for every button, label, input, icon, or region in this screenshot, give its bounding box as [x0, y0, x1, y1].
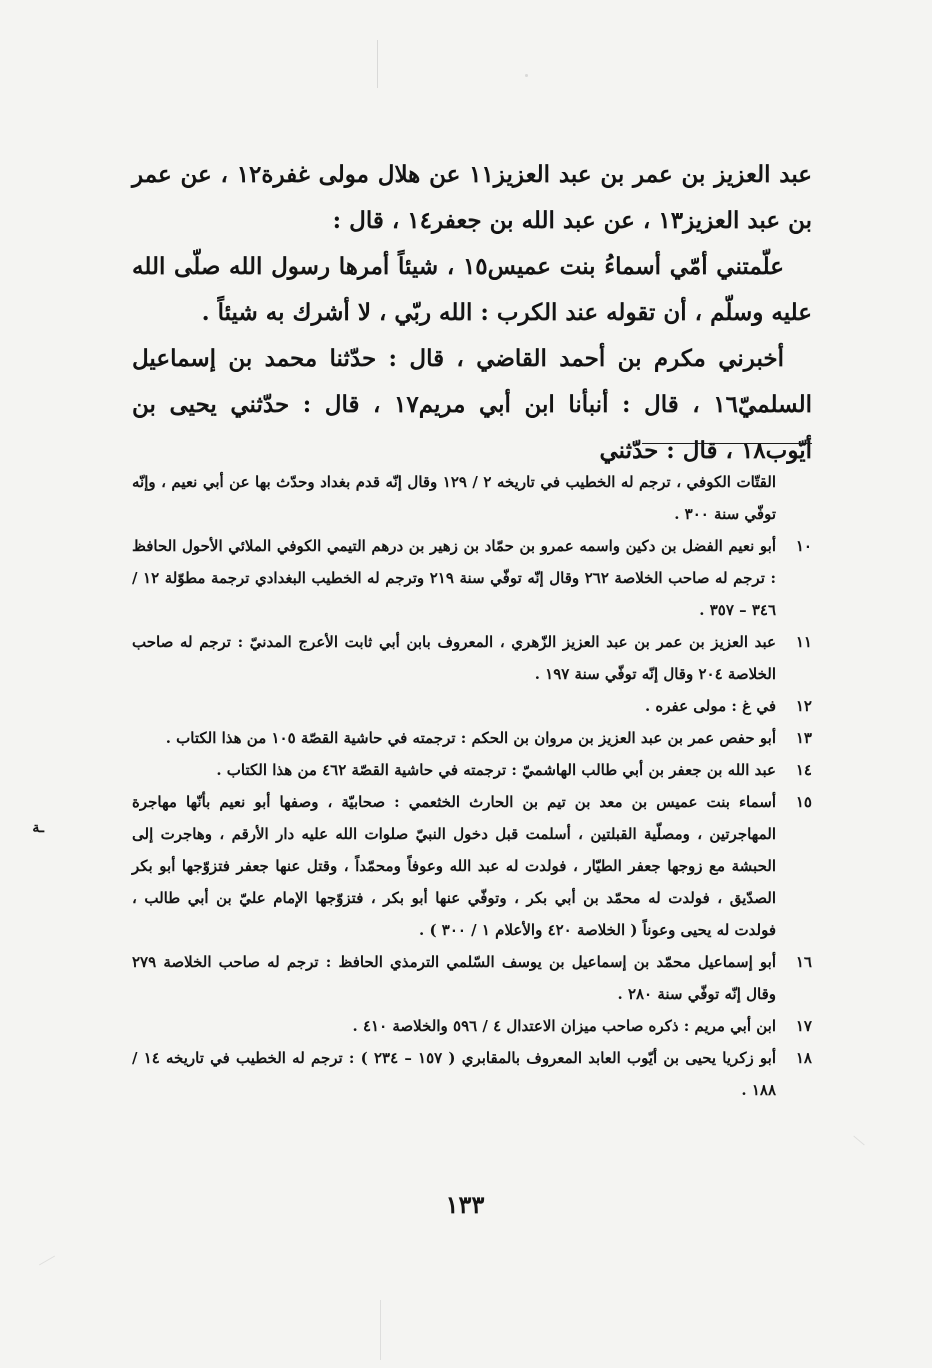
footnote	[132, 754, 812, 786]
footnote-number: ١٣	[795, 729, 812, 747]
footnote-text: أبو زكريا يحيى بن أيّوب العابد المعروف بالمقابري ( ١٥٧ – ٢٣٤ ) : ترجم له الخطيب في تاريخه ١٤ / ١٨٨ .	[132, 1049, 776, 1099]
footnote	[132, 626, 812, 690]
footnote-number: ١٤	[795, 761, 812, 779]
footnote-text: عبد الله بن جعفر بن أبي طالب الهاشميّ : ترجمته في حاشية القصّة ٤٦٢ من هذا الكتاب .	[216, 761, 776, 779]
main-paragraph: أخبرني مكرم بن أحمد القاضي ، قال : حدّثنا محمد بن إسماعيل السلميّ١٦ ، قال : أنبأنا ابن أبي مريم١٧ ، قال : حدّثني يحيى بن أيّوب١٨ ، قال : حدّثني	[132, 345, 812, 464]
footnotes	[132, 466, 812, 1106]
footnote-number: ١٠	[795, 537, 812, 555]
footnote	[132, 786, 812, 946]
footnote-continuation: القتّات الكوفي ، ترجم له الخطيب في تاريخه ٢ / ١٢٩ وقال إنّه قدم بغداد وحدّث بها عن أبي نعيم ، وإنّه توفّي سنة ٣٠٠ .	[132, 473, 776, 523]
footnote	[132, 530, 812, 626]
scan-smudge	[380, 1300, 381, 1360]
footnote-text: في غ : مولى عفره .	[644, 697, 776, 715]
footnote	[132, 722, 812, 754]
scan-smudge	[525, 74, 528, 77]
footnote	[132, 946, 812, 1010]
footnote-number: ١٨	[795, 1049, 812, 1067]
footnote-number: ١٧	[795, 1017, 812, 1035]
page-number: ١٣٣	[445, 1190, 485, 1219]
scan-smudge	[39, 1256, 55, 1266]
main-paragraph: علّمتني أمّي أسماءُ بنت عميس١٥ ، شيئاً أمرها رسول الله صلّى الله عليه وسلّم ، أن تقوله عند الكرب : الله ربّي ، لا أشرك به شيئاً .	[132, 253, 812, 326]
scan-smudge	[377, 40, 378, 88]
scan-smudge	[853, 1136, 864, 1146]
footnote-number: ١١	[795, 633, 812, 651]
footnote-text: ابن أبي مريم : ذكره صاحب ميزان الاعتدال ٤ / ٥٩٦ والخلاصة ٤١٠ .	[352, 1017, 776, 1035]
footnote-text: عبد العزيز بن عمر بن عبد العزيز الزّهري ، المعروف بابن أبي ثابت الأعرج المدنيّ : ترجم له صاحب الخلاصة ٢٠٤ وقال إنّه توفّي سنة ١٩٧ .	[132, 633, 776, 683]
footnote	[132, 1010, 812, 1042]
footnote	[132, 690, 812, 722]
main-paragraph: عبد العزيز بن عمر بن عبد العزيز١١ عن هلال مولى غفرة١٢ ، عن عمر بن عبد العزيز١٣ ، عن عبد الله بن جعفر١٤ ، قال :	[132, 161, 812, 234]
footnote-text: أبو نعيم الفضل بن دكين واسمه عمرو بن حمّاد بن زهير بن درهم التيمي الكوفي الملائي الأحول الحافظ : ترجم له صاحب الخلاصة ٢٦٢ وقال إنّه توفّي سنة ٢١٩ وترجم له الخطيب البغدادي ترجمة مطوّلة ١٢ / ٣٤٦ – ٣٥٧ .	[132, 537, 776, 619]
footnote	[132, 1042, 812, 1106]
footnote-text: أبو حفص عمر بن عبد العزيز بن مروان بن الحكم : ترجمته في حاشية القصّة ١٠٥ من هذا الكتاب .	[165, 729, 776, 747]
footnote-text: أسماء بنت عميس بن معد بن تيم بن الحارث الخثعمي : صحابيّة ، وصفها أبو نعيم بأنّها مهاجرة المهاجرتين ، ومصلّية القبلتين ، أسلمت قبل دخول النبيّ صلوات الله عليه دار الأرقم ، وهاجرت إلى الحبشة مع زوجها جعفر الطيّار ، فولدت له عبد الله وعوفاً ومحمّداً ، وقتل عنها جعفر فتزوّجها أبو بكر الصدّيق ، فولدت له محمّد بن أبي بكر ، وتوفّي عنها أبو بكر ، فتزوّجها الإمام عليّ بن أبي طالب ، فولدت له يحيى وعوناً ( الخلاصة ٤٢٠ والأعلام ١ / ٣٠٠ ) .	[132, 793, 776, 939]
footnote-number: ١٥	[795, 793, 812, 811]
footnote-text: أبو إسماعيل محمّد بن إسماعيل بن يوسف السّلمي الترمذي الحافظ : ترجم له صاحب الخلاصة ٢٧٩ وقال إنّه توفّي سنة ٢٨٠ .	[132, 953, 776, 1003]
footnote-separator	[642, 443, 812, 444]
footnote-number: ١٦	[795, 953, 812, 971]
footnote-number: ١٢	[795, 697, 812, 715]
margin-mark: ـة	[32, 820, 44, 836]
main-text	[132, 152, 812, 474]
